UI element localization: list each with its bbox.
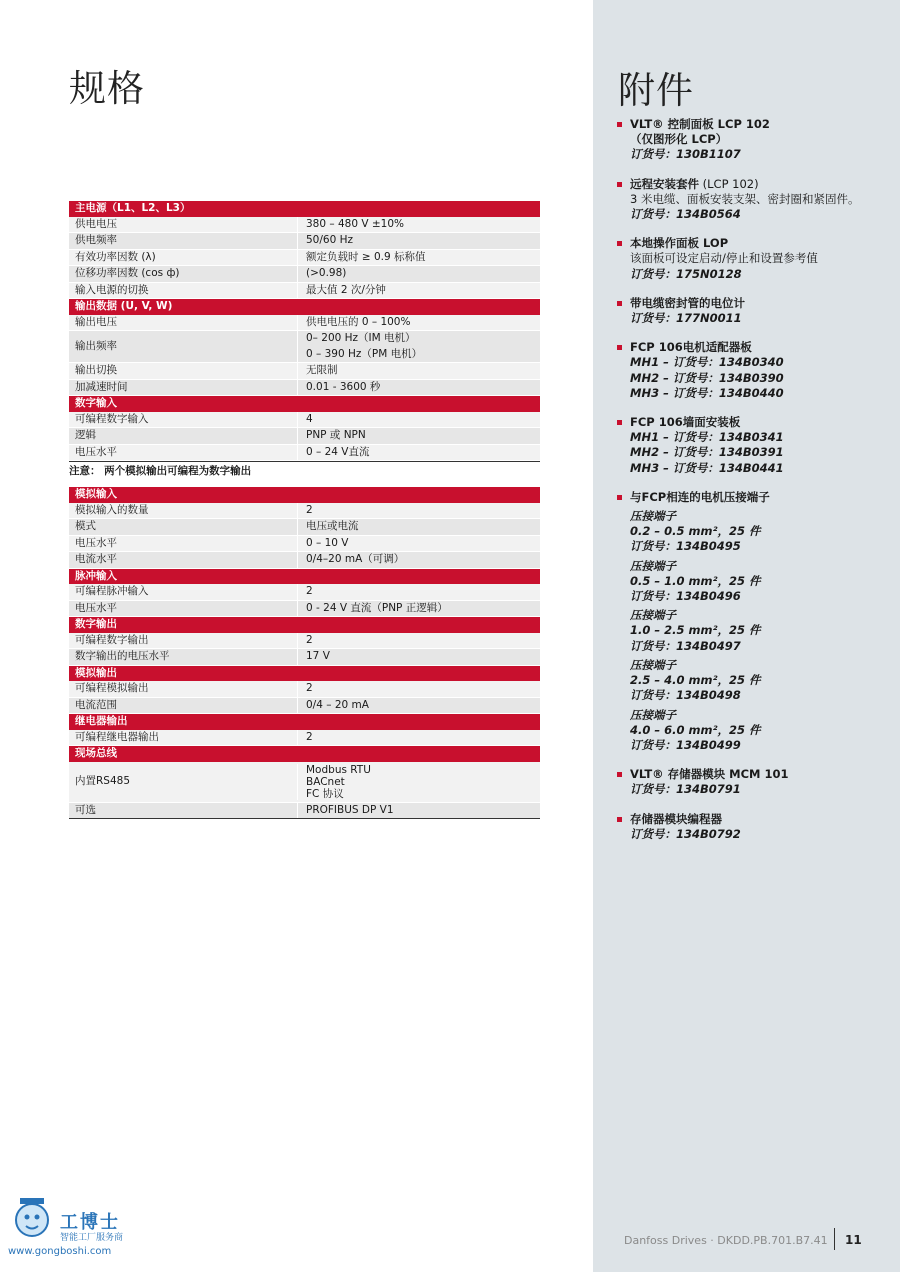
table-row [69, 266, 540, 283]
table-row [69, 217, 540, 234]
row-label: 加减速时间 [75, 380, 128, 393]
table-row [69, 552, 540, 569]
row-value: 0 - 24 V 直流（PNP 正逻辑） [297, 601, 540, 617]
bullet-icon [617, 241, 622, 246]
row-label: 可编程数字输出 [75, 633, 149, 646]
table-row [69, 503, 540, 520]
row-value: 17 V [297, 649, 540, 665]
row-value: 0 – 10 V [297, 536, 540, 552]
section-header-analog-input: 模拟输入 [69, 487, 540, 503]
row-label: 数字输出的电压水平 [75, 650, 170, 662]
row-label: 模式 [75, 520, 96, 532]
crimp-title: 压接端子 [630, 509, 676, 524]
crimp-entry [630, 559, 887, 605]
row-value: 2 [297, 503, 540, 519]
crimp-size: 2.5 – 4.0 mm²，25 件 [630, 673, 761, 688]
row-label: 有效功率因数 (λ) [75, 250, 156, 263]
row-value: 4 [297, 412, 540, 428]
crimp-size: 4.0 – 6.0 mm²，25 件 [630, 722, 761, 737]
row-value: 0.01 - 3600 秒 [297, 380, 540, 396]
row-label: 可编程数字输入 [75, 412, 149, 425]
row-value: (>0.98) [297, 266, 540, 282]
bullet-icon [617, 122, 622, 127]
table-row [69, 698, 540, 715]
accessory-name: FCP 106墙面安装板 [630, 415, 741, 430]
row-value: 2 [297, 633, 540, 649]
order-number: 订货号：177N0011 [630, 311, 742, 326]
order-number: 订货号：134B0499 [630, 737, 741, 752]
list-item [617, 490, 887, 753]
row-value: 0 – 24 V直流 [297, 445, 540, 461]
accessory-name: 与FCP相连的电机压接端子 [630, 489, 770, 504]
row-value: 无限制 [297, 363, 540, 379]
crimp-title: 压接端子 [630, 558, 676, 573]
value-line: BACnet [306, 775, 345, 788]
row-value: 2 [297, 681, 540, 697]
row-label: 供电频率 [75, 234, 117, 246]
order-number: 订货号：134B0497 [630, 638, 741, 653]
sidebar-title: 附件 [618, 69, 694, 112]
page-number: 11 [845, 1233, 862, 1247]
table-row [69, 730, 540, 747]
section-header-digital-input: 数字输入 [69, 396, 540, 412]
table-row [69, 250, 540, 267]
watermark-url: www.gongboshi.com [8, 1246, 112, 1257]
row-value [297, 764, 540, 800]
accessory-name: VLT® 控制面板 LCP 102 [630, 117, 770, 131]
row-value: PNP 或 NPN [297, 428, 540, 444]
order-number: MH1 – 订货号：134B0340 [630, 355, 784, 370]
row-label: 输入电源的切换 [75, 283, 149, 296]
spec-table [69, 201, 540, 819]
table-row [69, 762, 540, 803]
accessory-name-suffix: (LCP 102) [699, 176, 759, 191]
accessory-name: VLT® 存储器模块 MCM 101 [630, 767, 789, 782]
table-row [69, 601, 540, 618]
crimp-entry [630, 708, 887, 754]
value-line: Modbus RTU [306, 763, 371, 776]
accessory-desc: （仅图形化 LCP） [630, 132, 728, 147]
order-number: 订货号：134B0496 [630, 589, 741, 604]
footer-divider [834, 1228, 835, 1250]
list-item [617, 236, 887, 282]
accessory-name: 存储器模块编程器 [630, 811, 722, 826]
crimp-entry [630, 509, 887, 555]
section-header-relay-output: 继电器输出 [69, 714, 540, 730]
accessory-list [617, 117, 887, 856]
order-number: MH2 – 订货号：134B0391 [630, 445, 784, 460]
footer-text: Danfoss Drives · DKDD.PB.701.B7.41 [624, 1234, 828, 1247]
bullet-icon [617, 420, 622, 425]
accessory-name: FCP 106电机适配器板 [630, 340, 752, 355]
page-title: 规格 [69, 67, 145, 110]
crimp-size: 1.0 – 2.5 mm²，25 件 [630, 623, 761, 638]
row-label: 输出切换 [75, 364, 117, 376]
row-label: 电压水平 [75, 445, 117, 458]
table-row [69, 331, 540, 363]
table-row [69, 649, 540, 666]
list-item [617, 340, 887, 401]
bullet-icon [617, 772, 622, 777]
table-row [69, 519, 540, 536]
row-value [297, 331, 540, 362]
row-label: 供电电压 [75, 217, 117, 230]
table-row [69, 315, 540, 332]
section-header-digital-output: 数字输出 [69, 617, 540, 633]
accessory-name: 带电缆密封管的电位计 [630, 295, 745, 310]
row-label: 可编程脉冲输入 [75, 585, 149, 597]
row-label: 电压水平 [75, 601, 117, 614]
row-label: 模拟输入的数量 [75, 503, 149, 516]
row-label: 可编程继电器输出 [75, 730, 159, 743]
bullet-icon [617, 817, 622, 822]
table-note: 注意： 两个模拟输出可编程为数字输出 [69, 461, 540, 487]
table-row [69, 536, 540, 553]
row-value: 50/60 Hz [297, 233, 540, 249]
row-label: 电压水平 [75, 536, 117, 549]
row-label: 输出频率 [75, 339, 117, 352]
order-number: MH2 – 订货号：134B0390 [630, 370, 784, 385]
crimp-entry [630, 608, 887, 654]
row-label: 可选 [75, 803, 96, 816]
order-number: MH3 – 订货号：134B0440 [630, 385, 784, 400]
row-value: 0/4–20 mA（可调） [297, 552, 540, 568]
section-header-main-power: 主电源（L1、L2、L3） [69, 201, 540, 217]
row-value: PROFIBUS DP V1 [297, 803, 540, 819]
table-row [69, 584, 540, 601]
list-item [617, 177, 887, 223]
bullet-icon [617, 345, 622, 350]
section-header-pulse-input: 脉冲输入 [69, 569, 540, 585]
row-value: 2 [297, 584, 540, 600]
row-value: 供电电压的 0 – 100% [297, 315, 540, 331]
list-item [617, 296, 887, 326]
value-line: 0 – 390 Hz（PM 电机） [306, 347, 423, 360]
order-number: 订货号：175N0128 [630, 266, 742, 281]
row-label: 输出电压 [75, 315, 117, 328]
crimp-size: 0.5 – 1.0 mm²，25 件 [630, 573, 761, 588]
table-row [69, 803, 540, 820]
order-number: 订货号：134B0495 [630, 539, 741, 554]
table-row [69, 428, 540, 445]
table-row [69, 681, 540, 698]
row-value: 额定负载时 ≥ 0.9 标称值 [297, 250, 540, 266]
row-value: 380 – 480 V ±10% [297, 217, 540, 233]
value-line: 0– 200 Hz（IM 电机） [306, 332, 416, 344]
row-label: 位移功率因数 (cos ф) [75, 267, 180, 279]
order-number: 订货号：134B0792 [630, 826, 741, 841]
row-label: 电流水平 [75, 553, 117, 565]
section-header-analog-output: 模拟输出 [69, 666, 540, 682]
section-header-fieldbus: 现场总线 [69, 746, 540, 762]
value-line: FC 协议 [306, 787, 344, 800]
row-value: 最大值 2 次/分钟 [297, 283, 540, 299]
list-item [617, 117, 887, 163]
crimp-entry [630, 658, 887, 704]
bullet-icon [617, 301, 622, 306]
bullet-icon [617, 182, 622, 187]
row-label: 内置RS485 [75, 774, 131, 787]
accessory-name: 远程安装套件 [630, 176, 699, 191]
watermark-brand: 工博士 [60, 1212, 120, 1233]
order-number: 订货号：134B0791 [630, 782, 741, 797]
table-row [69, 283, 540, 300]
accessory-name: 本地操作面板 LOP [630, 236, 729, 251]
watermark-sub: 智能工厂服务商 [60, 1233, 124, 1243]
list-item [617, 812, 887, 842]
list-item [617, 767, 887, 797]
bullet-icon [617, 495, 622, 500]
order-number: MH3 – 订货号：134B0441 [630, 460, 784, 475]
row-label: 可编程模拟输出 [75, 682, 149, 694]
crimp-title: 压接端子 [630, 707, 676, 722]
accessory-desc: 该面板可设定启动/停止和设置参考值 [630, 251, 818, 266]
table-row [69, 380, 540, 397]
order-number: 订货号：130B1107 [630, 147, 741, 162]
table-row [69, 363, 540, 380]
table-row [69, 233, 540, 250]
row-value: 0/4 – 20 mA [297, 698, 540, 714]
order-number: 订货号：134B0498 [630, 688, 741, 703]
accessory-desc: 3 米电缆、面板安装支架、密封圈和紧固件。 [630, 191, 860, 206]
row-value: 电压或电流 [297, 519, 540, 535]
row-label: 电流范围 [75, 698, 117, 711]
list-item [617, 415, 887, 476]
section-header-output: 输出数据 (U, V, W) [69, 299, 540, 315]
crimp-title: 压接端子 [630, 608, 676, 623]
crimp-title: 压接端子 [630, 657, 676, 672]
table-row [69, 445, 540, 462]
row-value: 2 [297, 730, 540, 746]
crimp-size: 0.2 – 0.5 mm²，25 件 [630, 524, 761, 539]
order-number: MH1 – 订货号：134B0341 [630, 430, 784, 445]
table-row [69, 633, 540, 650]
order-number: 订货号：134B0564 [630, 207, 741, 222]
row-label: 逻辑 [75, 429, 96, 441]
table-row [69, 412, 540, 429]
